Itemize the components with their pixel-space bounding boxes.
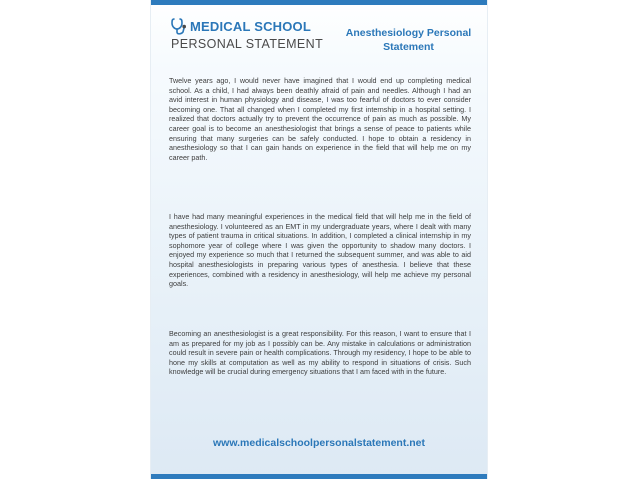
paragraph-2: I have had many meaningful experiences in the medical field that will help me in the field of anesthesiology. I volunteered as an EMT in my undergraduate years, where I dealt with many types of patient trauma in critical situations. In addition, I completed a clinical internship in my sophomore year of college where I was given the opportunity to shadow many doctors. I enjoyed my experience so much that I returned the subsequent summer, and was able to aid hospital anesthesiologists in preparing various types of anesthesia. I believe that these experiences, combined with a residency in anesthesiology, will help me achieve my personal goals. <box>169 212 471 289</box>
site-logo[interactable] <box>171 18 324 58</box>
paragraph-3: Becoming an anesthesiologist is a great responsibility. For this reason, I want to ensure that I am as prepared for my job as I possibly can be. Any mistake in calculations or administration could result in severe pain or health complications. Through my residency, I hope to be able to hone my skills at computation as well as my ability to respond in situations of crisis. Such knowledge will be crucial during emergency situations that I am faced with in the future. <box>169 329 471 377</box>
footer-website-link[interactable]: www.medicalschoolpersonalstatement.net <box>213 437 425 449</box>
paragraph-1: Twelve years ago, I would never have imagined that I would end up completing medical school. As a child, I had always been deathly afraid of pain and needles. Although I had an avid interest in human physiology and disease, I was too fearful of doctors to ever consider becoming one. That all changed when I completed my first internship in a hospital setting. I realized that doctors actually try to prevent the occurrence of pain as much as possible. My career goal is to become an anesthesiologist that brings a sense of peace to patients while ensuring that many surgeries can be safely conducted. I hope to obtain a residency in anesthesiology so that I can gain hands on experience in the field that will help me on my career path. <box>169 76 471 162</box>
bottom-accent-bar <box>151 474 487 479</box>
document-title: Anesthesiology Personal Statement <box>345 27 472 53</box>
top-accent-bar <box>151 0 487 5</box>
document-page <box>150 0 488 479</box>
logo-subtitle: PERSONAL STATEMENT <box>171 37 324 51</box>
logo-title: MEDICAL SCHOOL <box>190 19 312 34</box>
stethoscope-icon <box>171 18 187 36</box>
